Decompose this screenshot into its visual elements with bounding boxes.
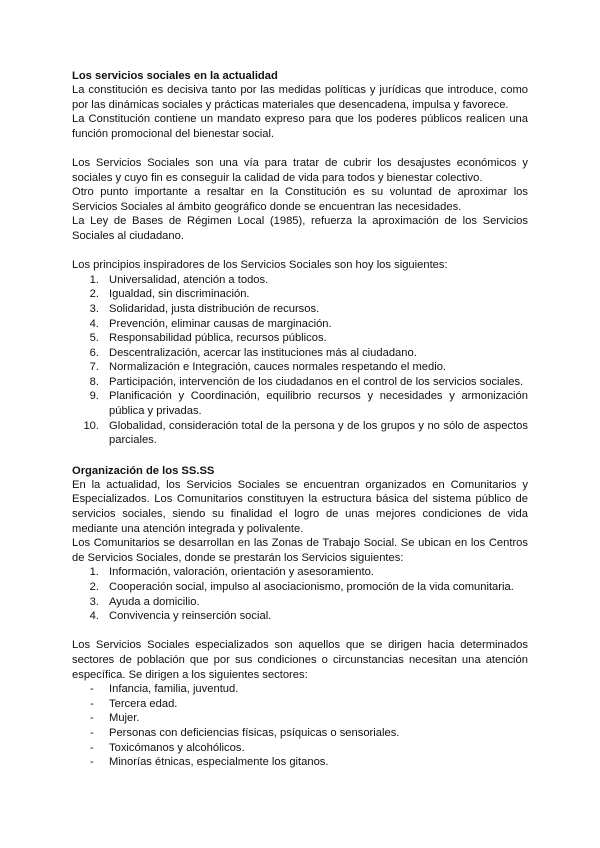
principles-list <box>72 273 528 448</box>
list-text: Descentralización, acercar las instituciones más al ciudadano. <box>109 346 417 359</box>
list-number: 1. <box>89 273 99 286</box>
list-item <box>72 287 528 302</box>
list-item <box>72 360 528 375</box>
list-item <box>72 595 528 610</box>
paragraph: Otro punto importante a resaltar en la Constitución es su voluntad de aproximar los Servicios Sociales al ámbito geográfico donde se encuentran las necesidades. <box>72 186 528 213</box>
list-text: Personas con deficiencias físicas, psíquicas o sensoriales. <box>109 726 400 739</box>
list-text: Toxicómanos y alcohólicos. <box>109 741 245 754</box>
list-text: Convivencia y reinserción social. <box>109 610 272 623</box>
list-number: 3. <box>89 595 99 608</box>
list-number: 10. <box>83 419 99 432</box>
dash-bullet: - <box>90 712 94 725</box>
services-list <box>72 565 528 623</box>
list-item <box>72 419 528 448</box>
dash-bullet: - <box>90 756 94 769</box>
list-number: 2. <box>89 288 99 301</box>
list-item <box>72 273 528 288</box>
list-item <box>72 565 528 580</box>
paragraph: La constitución es decisiva tanto por las medidas políticas y jurídicas que introduce, como por las dinámicas sociales y prácticas materiales que desencadena, impulsa y favorece. <box>72 84 528 111</box>
list-text: Minorías étnicas, especialmente los gitanos. <box>109 756 329 769</box>
list-text: Cooperación social, impulso al asociacionismo, promoción de la vida comunitaria. <box>109 581 514 593</box>
list-item <box>72 697 528 712</box>
list-number: 2. <box>89 581 99 593</box>
paragraph: Los Servicios Sociales son una vía para tratar de cubrir los desajustes económicos y sociales y cuyo fin es conseguir la calidad de vida para todos y bienestar colectivo. <box>72 156 528 184</box>
section-title: Los servicios sociales en la actualidad <box>72 70 278 82</box>
list-item <box>72 375 528 390</box>
list-text: Igualdad, sin discriminación. <box>109 288 250 301</box>
list-number: 4. <box>89 317 99 330</box>
list-item <box>72 609 528 624</box>
list-text: Planificación y Coordinación, equilibrio recursos y necesidades y armonización pública y privadas. <box>109 390 528 418</box>
list-number: 1. <box>89 566 99 579</box>
paragraph: La Ley de Bases de Régimen Local (1985), refuerza la aproximación de los Servicios Sociales al ciudadano. <box>72 215 528 242</box>
list-item <box>72 741 528 756</box>
list-text: Normalización e Integración, cauces normales respetando el medio. <box>109 361 447 374</box>
list-item <box>72 580 528 595</box>
list-item <box>72 346 528 361</box>
list-number: 5. <box>89 332 99 345</box>
list-text: Universalidad, atención a todos. <box>109 273 269 286</box>
dash-bullet: - <box>90 683 94 696</box>
paragraph: La Constitución contiene un mandato expreso para que los poderes públicos realicen una función promocional del bienestar social. <box>72 113 528 140</box>
list-item <box>72 302 528 317</box>
list-number: 3. <box>89 302 99 315</box>
dash-bullet: - <box>90 697 94 710</box>
sectors-list <box>72 682 528 770</box>
list-item <box>72 726 528 741</box>
list-item <box>72 389 528 418</box>
list-text: Prevención, eliminar causas de marginación. <box>109 317 332 330</box>
list-item <box>72 755 528 770</box>
list-text: Globalidad, consideración total de la persona y de los grupos y no sólo de aspectos parciales. <box>109 419 528 447</box>
list-text: Infancia, familia, juventud. <box>109 683 239 696</box>
list-number: 9. <box>89 390 99 403</box>
list-text: Mujer. <box>109 712 140 725</box>
list-item <box>72 711 528 726</box>
list-intro: Los principios inspiradores de los Servicios Sociales son hoy los siguientes: <box>72 259 448 272</box>
list-item <box>72 317 528 332</box>
list-item <box>72 682 528 697</box>
paragraph: Los Comunitarios se desarrollan en las Zonas de Trabajo Social. Se ubican en los Centros de Servicios Sociales, donde se prestarán los Servicios siguientes: <box>72 537 528 564</box>
list-text: Ayuda a domicilio. <box>109 595 200 608</box>
list-text: Responsabilidad pública, recursos públicos. <box>109 332 327 345</box>
list-text: Información, valoración, orientación y asesoramiento. <box>109 566 374 579</box>
dash-bullet: - <box>90 726 94 739</box>
paragraph: Los Servicios Sociales especializados son aquellos que se dirigen hacia determinados sectores de población que por sus condiciones o circunstancias necesitan una atención específica. Se dirigen a los siguientes sectores: <box>72 639 528 681</box>
section-title: Organización de los SS.SS <box>72 464 215 477</box>
list-item <box>72 331 528 346</box>
list-text: Tercera edad. <box>109 697 178 710</box>
list-text: Participación, intervención de los ciudadanos en el control de los servicios sociales. <box>109 375 524 388</box>
paragraph: En la actualidad, los Servicios Sociales se encuentran organizados en Comunitarios y Especializados. Los Comunitarios constituyen la estructura básica del sistema público de servicios sociales, siendo su finalidad el logro de unas mejores condiciones de vida mediante una atención integrada y polivalente. <box>72 478 528 535</box>
list-number: 8. <box>89 375 99 388</box>
list-text: Solidaridad, justa distribución de recursos. <box>109 302 320 315</box>
list-number: 6. <box>89 346 99 359</box>
list-number: 7. <box>89 361 99 374</box>
list-number: 4. <box>89 610 99 623</box>
dash-bullet: - <box>90 741 94 754</box>
